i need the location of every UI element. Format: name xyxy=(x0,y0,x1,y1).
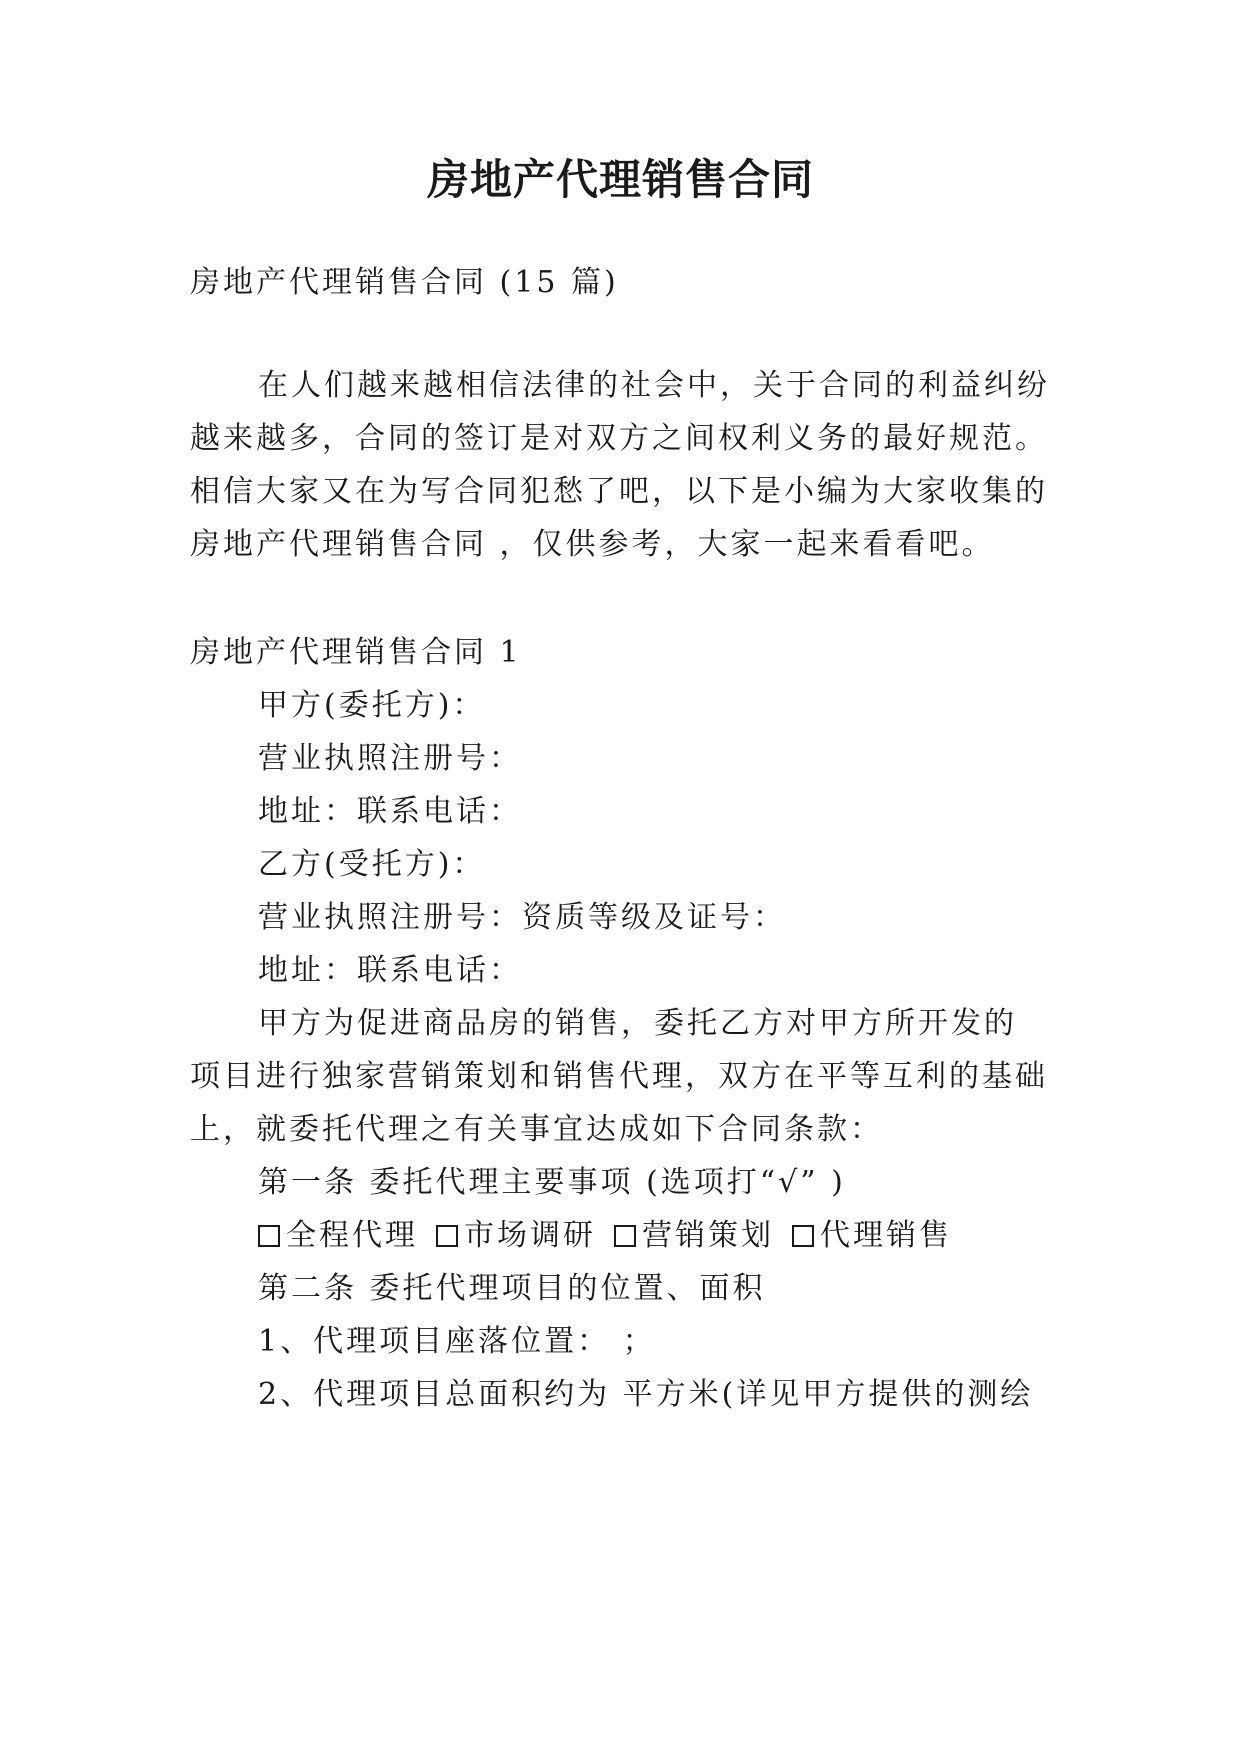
section-title: 房地产代理销售合同 1 xyxy=(190,635,522,670)
intro-line-1: 在人们越来越相信法律的社会中，关于合同的利益纠纷 xyxy=(258,368,1050,403)
option-label: 营销策划 xyxy=(642,1218,774,1253)
intro-line-3: 相信大家又在为写合同犯愁了吧，以下是小编为大家收集的 xyxy=(190,474,1048,509)
para1-line-3: 上，就委托代理之有关事宜达成如下合同条款： xyxy=(190,1112,883,1147)
option-label: 市场调研 xyxy=(464,1218,596,1253)
checkbox-icon[interactable] xyxy=(436,1225,458,1247)
para1-line-1: 甲方为促进商品房的销售，委托乙方对甲方所开发的 xyxy=(258,1006,1017,1041)
article-2: 第二条 委托代理项目的位置、面积 xyxy=(258,1271,766,1306)
checkbox-icon[interactable] xyxy=(258,1225,280,1247)
option-market-research[interactable] xyxy=(436,1216,596,1256)
field-party-b: 乙方(受托方)： xyxy=(258,847,486,882)
field-address-b: 地址：联系电话： xyxy=(258,953,522,988)
option-marketing-planning[interactable] xyxy=(614,1216,774,1256)
document-title: 房地产代理销售合同 xyxy=(426,155,814,204)
field-license-b: 营业执照注册号：资质等级及证号： xyxy=(258,900,786,935)
document-subtitle: 房地产代理销售合同 (15 篇) xyxy=(190,265,619,300)
article-1: 第一条 委托代理主要事项 (选项打“√” ) xyxy=(258,1165,846,1200)
options-row xyxy=(258,1216,970,1256)
para1-line-2: 项目进行独家营销策划和销售代理，双方在平等互利的基础 xyxy=(190,1059,1048,1094)
field-address-a: 地址：联系电话： xyxy=(258,794,522,829)
checkbox-icon[interactable] xyxy=(792,1225,814,1247)
intro-line-4: 房地产代理销售合同 ，仅供参考，大家一起来看看吧。 xyxy=(190,527,995,562)
field-license-a: 营业执照注册号： xyxy=(258,741,522,776)
checkbox-icon[interactable] xyxy=(614,1225,636,1247)
option-agency-sales[interactable] xyxy=(792,1216,952,1256)
intro-line-2: 越来越多，合同的签订是对双方之间权利义务的最好规范。 xyxy=(190,421,1048,456)
item-2: 2、代理项目总面积约为 平方米(详见甲方提供的测绘 xyxy=(258,1377,1034,1412)
option-label: 全程代理 xyxy=(286,1218,418,1253)
field-party-a: 甲方(委托方)： xyxy=(258,688,486,723)
option-full-agency[interactable] xyxy=(258,1216,418,1256)
option-label: 代理销售 xyxy=(820,1218,952,1253)
item-1: 1、代理项目座落位置： ； xyxy=(258,1324,656,1359)
